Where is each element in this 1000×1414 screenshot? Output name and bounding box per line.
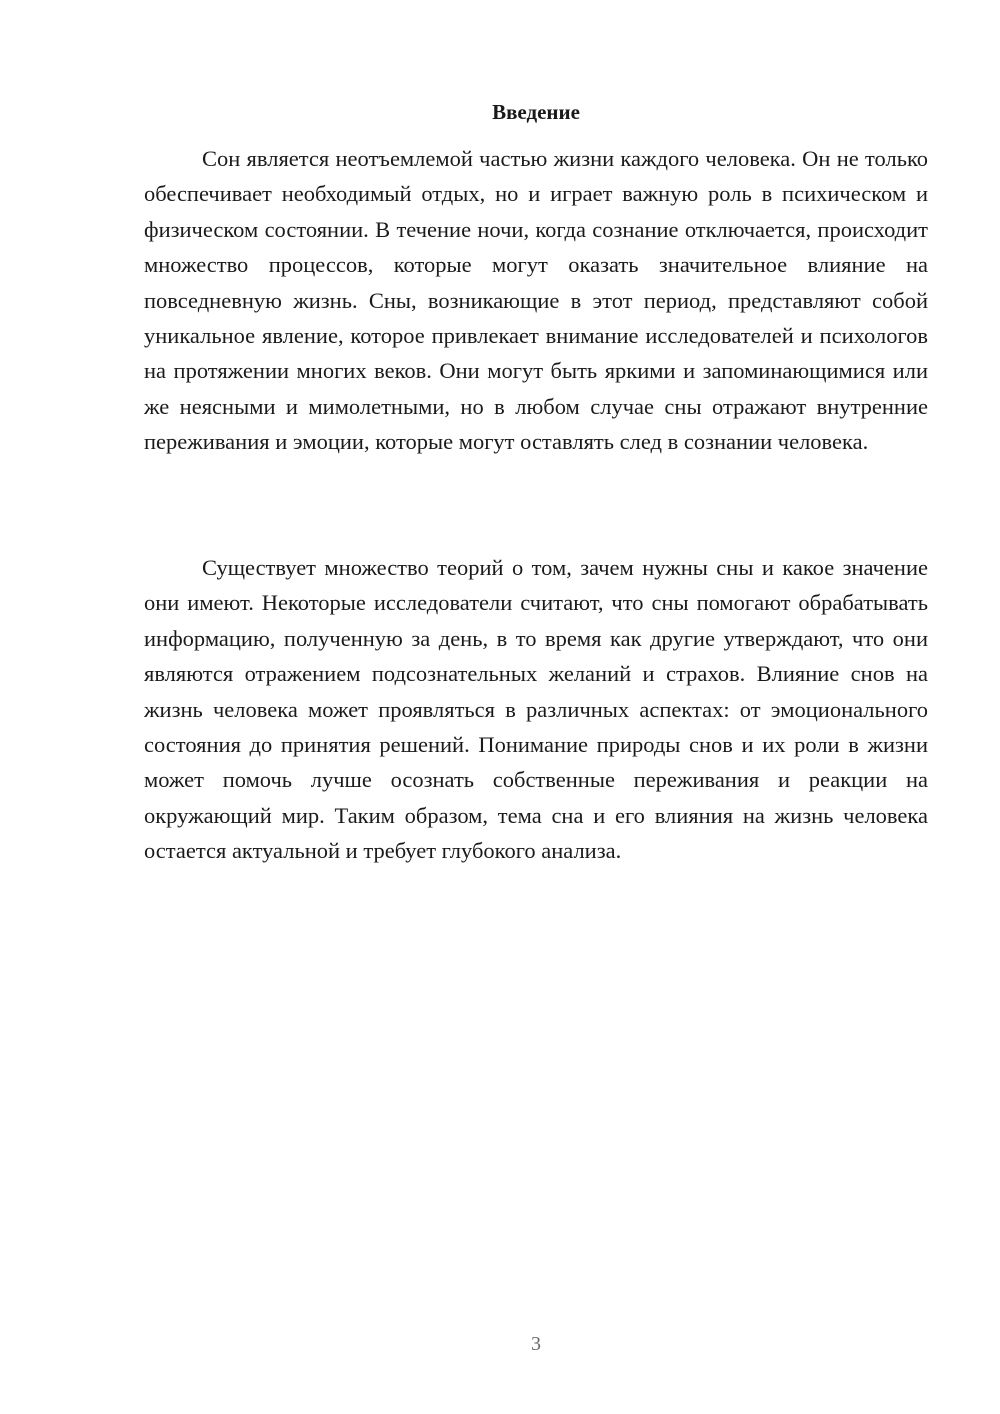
paragraph-1: Сон является неотъемлемой частью жизни каждого человека. Он не только обеспечивает необходимый отдых, но и играет важную роль в психическом и физическом состоянии. В течение ночи, когда сознание отключается, происходит множество процессов, которые могут оказать значительное влияние на повседневную жизнь. Сны, возникающие в этот период, представляют собой уникальное явление, которое привлекает внимание исследователей и психологов на протяжении многих веков. Они могут быть яркими и запоминающимися или же неясными и мимолетными, но в любом случае сны отражают внутренние переживания и эмоции, которые могут оставлять след в сознании человека. <box>144 146 928 455</box>
page-title: Введение <box>492 100 580 124</box>
paragraph-2: Существует множество теорий о том, зачем нужны сны и какое значение они имеют. Некоторые исследователи считают, что сны помогают обрабатывать информацию, полученную за день, в то время как другие утверждают, что они являются отражением подсознательных желаний и страхов. Влияние снов на жизнь человека может проявляться в различных аспектах: от эмоционального состояния до принятия решений. Понимание природы снов и их роли в жизни может помочь лучше осознать собственные переживания и реакции на окружающий мир. Таким образом, тема сна и его влияния на жизнь человека остается актуальной и требует глубокого анализа. <box>144 555 928 864</box>
page-number: 3 <box>531 1333 541 1355</box>
